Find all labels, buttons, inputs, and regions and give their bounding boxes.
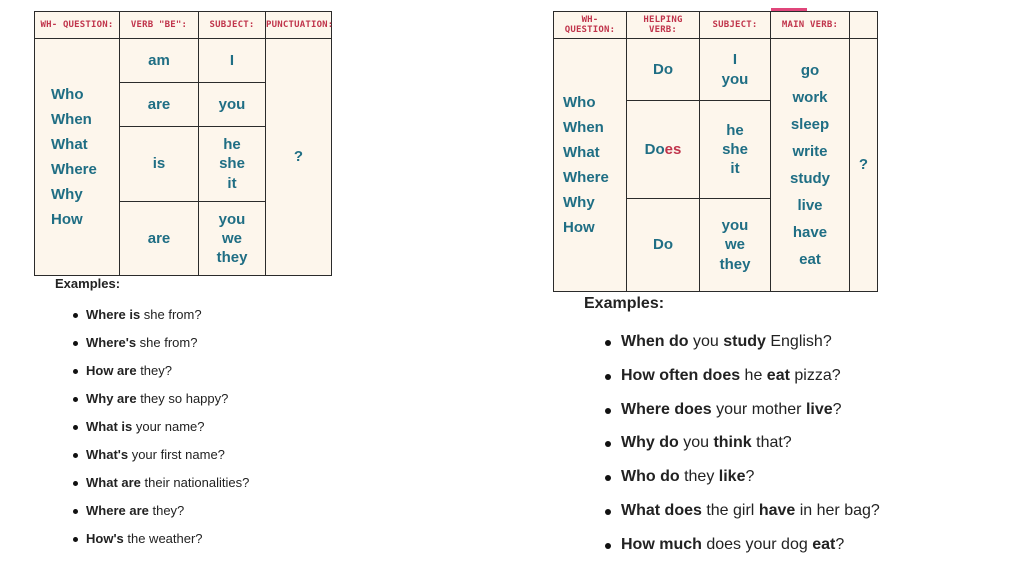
example-keyword: What are bbox=[86, 475, 141, 490]
header-subject: SUBJECT: bbox=[700, 12, 771, 39]
header-main-verb: MAIN VERB: bbox=[771, 12, 850, 39]
example-keyword: Where is bbox=[86, 307, 141, 322]
example-text: they? bbox=[136, 363, 172, 378]
subject-word: he bbox=[223, 136, 241, 154]
subject-word: it bbox=[730, 160, 740, 178]
example-keyword: How often does bbox=[621, 366, 741, 384]
example-text: the girl bbox=[701, 501, 759, 519]
example-item bbox=[621, 331, 880, 365]
example-keyword: like bbox=[718, 468, 746, 486]
verb-cell: am bbox=[120, 39, 199, 83]
example-keyword: live bbox=[805, 400, 833, 418]
helping-verb-cell bbox=[627, 101, 700, 199]
wh-words-cell bbox=[35, 39, 120, 276]
table-header-row bbox=[554, 12, 878, 39]
highlight-mark bbox=[771, 8, 807, 11]
verb-cell: is bbox=[120, 127, 199, 202]
present-simple-questions-table bbox=[553, 11, 878, 292]
example-text: you bbox=[678, 434, 714, 452]
main-verbs-cell bbox=[771, 39, 850, 292]
example-item bbox=[621, 365, 880, 399]
wh-word: When bbox=[51, 110, 92, 128]
main-verb: sleep bbox=[790, 116, 830, 133]
right-examples-title: Examples: bbox=[584, 295, 665, 312]
example-text: they bbox=[679, 468, 719, 486]
main-verb: eat bbox=[799, 251, 821, 268]
helping-verb: Do bbox=[653, 236, 673, 254]
example-item bbox=[621, 432, 880, 466]
be-questions-table-card bbox=[34, 11, 334, 276]
left-examples-title: Examples: bbox=[55, 276, 121, 291]
example-text: ? bbox=[832, 400, 842, 418]
subject-word: she bbox=[219, 155, 245, 173]
subject-cell: I bbox=[199, 39, 266, 83]
subject-word: we bbox=[221, 229, 242, 247]
subject-cell: you bbox=[199, 83, 266, 127]
table-row bbox=[554, 39, 878, 101]
example-keyword: have bbox=[758, 501, 796, 519]
subject-word: they bbox=[216, 249, 248, 267]
wh-word: When bbox=[563, 118, 604, 136]
example-text: their nationalities? bbox=[140, 475, 250, 490]
example-text: pizza? bbox=[789, 366, 841, 384]
example-keyword: Where are bbox=[86, 503, 149, 518]
example-item bbox=[86, 305, 249, 333]
example-text: that? bbox=[751, 434, 792, 452]
example-keyword: study bbox=[723, 333, 766, 350]
example-keyword: Where does bbox=[621, 400, 712, 418]
main-verb: live bbox=[797, 197, 823, 214]
example-item bbox=[86, 473, 249, 501]
header-subject: SUBJECT: bbox=[199, 12, 266, 39]
helping-verb-cell bbox=[627, 39, 700, 101]
wh-word: What bbox=[563, 143, 600, 161]
example-item bbox=[621, 466, 880, 500]
example-keyword: eat bbox=[812, 535, 836, 553]
example-keyword: How are bbox=[86, 363, 137, 378]
wh-word: Where bbox=[51, 161, 97, 178]
left-examples-list bbox=[86, 305, 249, 557]
main-verb: work bbox=[792, 89, 828, 106]
example-text: in her bag? bbox=[795, 501, 880, 519]
example-keyword: When do bbox=[621, 333, 689, 350]
verb-cell: are bbox=[120, 202, 199, 276]
present-simple-questions-table-card bbox=[553, 11, 877, 292]
be-questions-table bbox=[34, 11, 332, 276]
wh-word: What bbox=[51, 135, 88, 153]
example-text: ? bbox=[745, 468, 755, 486]
example-keyword: Why do bbox=[621, 434, 679, 452]
header-wh-question: WH- QUESTION: bbox=[554, 12, 627, 39]
example-keyword: Who do bbox=[621, 468, 680, 486]
example-keyword: How much bbox=[621, 535, 702, 553]
main-verb: study bbox=[789, 170, 830, 187]
example-item bbox=[86, 529, 249, 557]
example-text: she from? bbox=[136, 335, 198, 350]
subject-word: you bbox=[721, 70, 749, 88]
example-keyword: think bbox=[713, 434, 752, 452]
example-keyword: eat bbox=[766, 366, 790, 384]
example-keyword: Where's bbox=[86, 335, 137, 350]
example-item bbox=[86, 501, 249, 529]
wh-word: Why bbox=[563, 194, 595, 212]
subject-word: I bbox=[732, 51, 738, 69]
example-text: the weather? bbox=[123, 531, 203, 546]
example-keyword: What does bbox=[621, 501, 702, 519]
example-item bbox=[621, 500, 880, 534]
punctuation-cell: ? bbox=[266, 39, 332, 276]
example-text: you bbox=[688, 333, 724, 350]
subject-cell bbox=[700, 39, 771, 101]
punctuation-cell: ? bbox=[850, 39, 878, 292]
example-item bbox=[86, 445, 249, 473]
example-text: your first name? bbox=[128, 447, 225, 462]
wh-word: Why bbox=[51, 186, 83, 204]
example-item bbox=[86, 417, 249, 445]
subject-word: he bbox=[726, 121, 744, 139]
example-text: your name? bbox=[132, 419, 205, 434]
wh-word: How bbox=[563, 219, 595, 237]
subject-word: you bbox=[721, 217, 749, 235]
example-keyword: What is bbox=[86, 419, 133, 434]
header-empty bbox=[850, 12, 878, 39]
example-keyword: How's bbox=[86, 531, 124, 546]
header-helping-verb: HELPING VERB: bbox=[627, 12, 700, 39]
wh-word: How bbox=[51, 211, 83, 229]
verb-cell: are bbox=[120, 83, 199, 127]
wh-word: Who bbox=[51, 85, 84, 103]
subject-word: they bbox=[719, 255, 751, 273]
wh-word: Who bbox=[563, 93, 596, 111]
example-text: English? bbox=[765, 333, 832, 350]
example-item bbox=[621, 534, 880, 568]
example-text: they so happy? bbox=[136, 391, 229, 406]
table-header-row bbox=[35, 12, 332, 39]
example-keyword: Why are bbox=[86, 391, 137, 406]
example-item bbox=[86, 389, 249, 417]
example-text: she from? bbox=[140, 307, 202, 322]
helping-verb: Do bbox=[644, 140, 665, 158]
main-verb: write bbox=[792, 143, 828, 160]
example-text: he bbox=[740, 366, 767, 384]
table-row bbox=[35, 39, 332, 83]
wh-words-cell bbox=[554, 39, 627, 292]
example-text: ? bbox=[835, 535, 845, 553]
helping-verb-cell bbox=[627, 199, 700, 292]
example-keyword: What's bbox=[86, 447, 129, 462]
header-wh-question: WH- QUESTION: bbox=[35, 12, 120, 39]
header-verb-be: VERB "BE": bbox=[120, 12, 199, 39]
example-text: does your dog bbox=[701, 535, 813, 553]
helping-verb-suffix: es bbox=[664, 140, 682, 158]
subject-word: she bbox=[722, 140, 748, 158]
subject-word: we bbox=[724, 236, 745, 254]
example-text: they? bbox=[148, 503, 185, 518]
example-item bbox=[621, 399, 880, 433]
subject-cell bbox=[199, 127, 266, 202]
example-item bbox=[86, 333, 249, 361]
helping-verb: Do bbox=[653, 60, 673, 78]
subject-cell bbox=[700, 101, 771, 199]
main-verb: go bbox=[800, 62, 820, 79]
header-punctuation: PUNCTUATION: bbox=[266, 12, 332, 39]
subject-cell bbox=[700, 199, 771, 292]
main-verb: have bbox=[792, 224, 828, 241]
subject-word: you bbox=[218, 210, 246, 228]
example-text: your mother bbox=[711, 400, 806, 418]
subject-cell bbox=[199, 202, 266, 276]
subject-word: it bbox=[227, 174, 237, 192]
right-examples-list bbox=[621, 331, 880, 568]
wh-word: Where bbox=[563, 169, 609, 186]
example-item bbox=[86, 361, 249, 389]
